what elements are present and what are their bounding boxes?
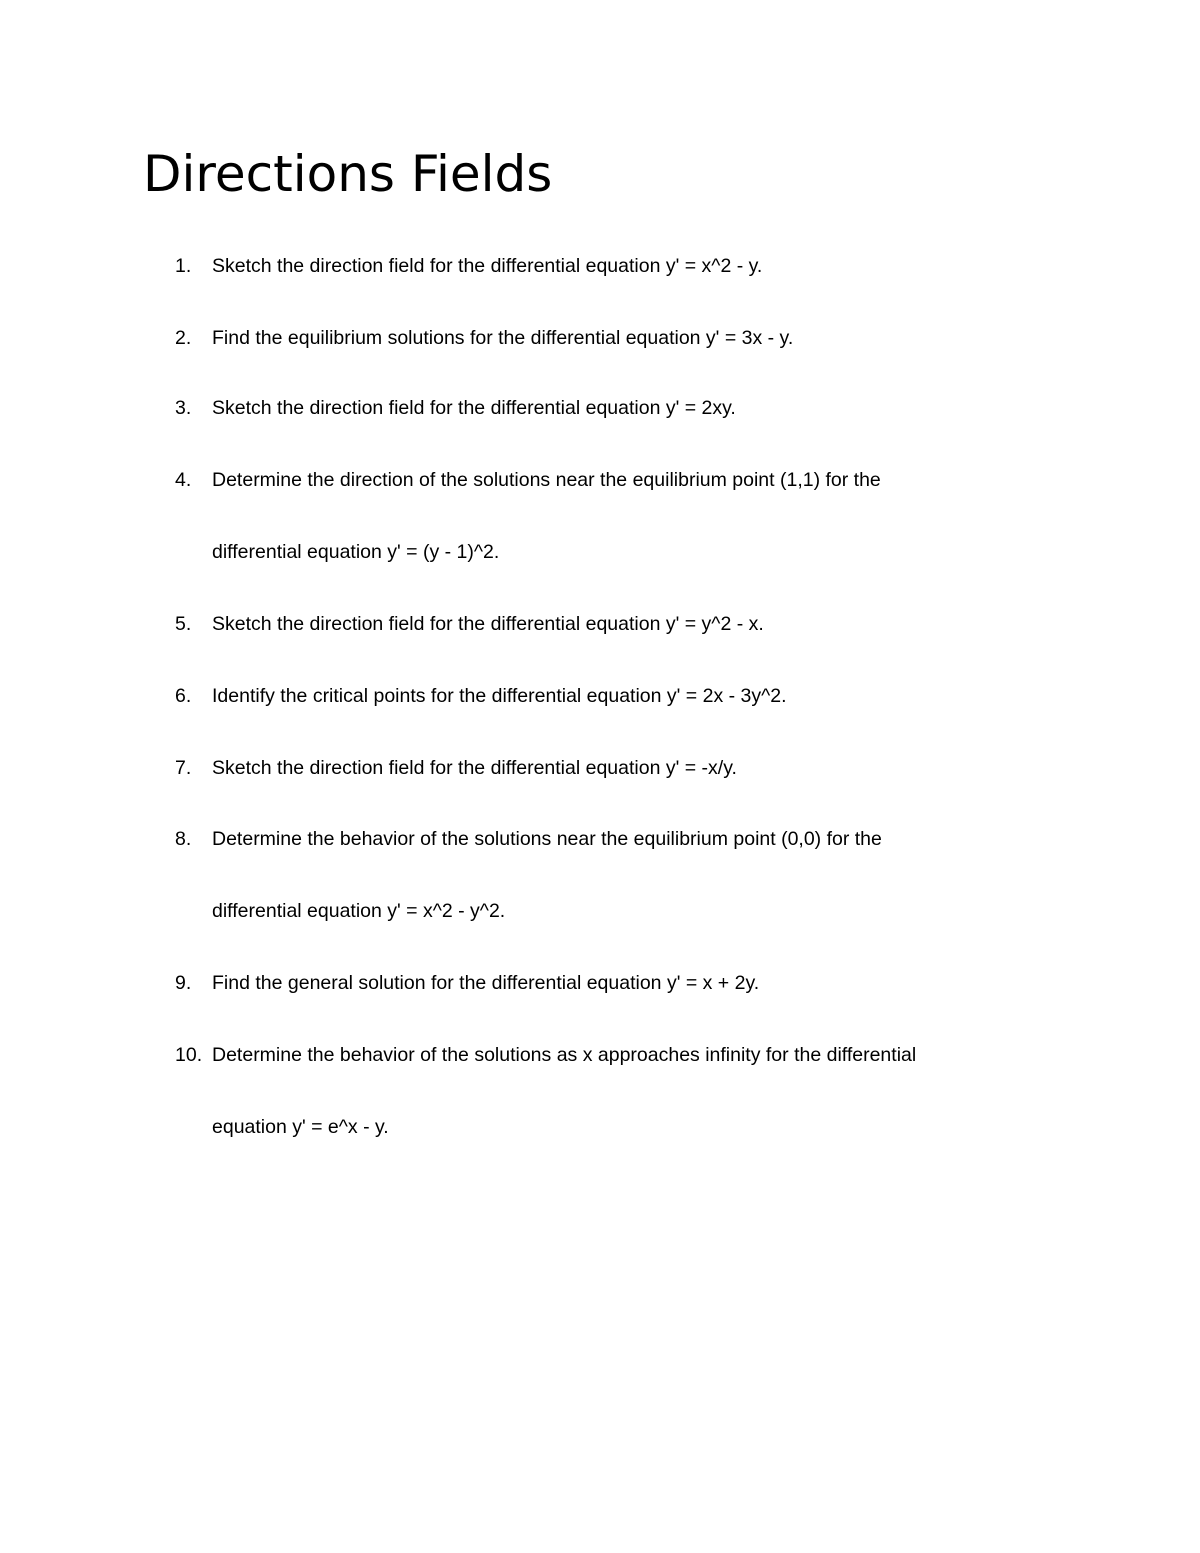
question-text-continuation: equation y' = e^x - y. [212, 1116, 389, 1138]
question-text: Determine the behavior of the solutions as x approaches infinity for the differential [212, 1044, 917, 1066]
question-number: 2. [175, 327, 192, 349]
question-text: Sketch the direction field for the differential equation y' = y^2 - x. [212, 613, 764, 635]
question-number: 9. [175, 972, 192, 994]
question-text: Find the equilibrium solutions for the differential equation y' = 3x - y. [212, 327, 794, 349]
question-number: 7. [175, 757, 192, 779]
question-text: Find the general solution for the differential equation y' = x + 2y. [212, 972, 760, 994]
question-number: 3. [175, 397, 192, 419]
document-title: Directions Fields [143, 145, 553, 203]
question-text: Determine the behavior of the solutions near the equilibrium point (0,0) for the [212, 828, 882, 850]
question-number: 8. [175, 828, 192, 850]
question-text-continuation: differential equation y' = (y - 1)^2. [212, 541, 500, 563]
question-number: 6. [175, 685, 192, 707]
question-text: Sketch the direction field for the differential equation y' = -x/y. [212, 757, 737, 779]
question-text: Identify the critical points for the differential equation y' = 2x - 3y^2. [212, 685, 787, 707]
question-text: Determine the direction of the solutions near the equilibrium point (1,1) for the [212, 469, 881, 491]
question-text-continuation: differential equation y' = x^2 - y^2. [212, 900, 506, 922]
question-number: 5. [175, 613, 192, 635]
question-number: 10. [175, 1044, 203, 1066]
question-text: Sketch the direction field for the differential equation y' = x^2 - y. [212, 255, 763, 277]
question-text: Sketch the direction field for the differential equation y' = 2xy. [212, 397, 736, 419]
question-number: 4. [175, 469, 192, 491]
question-number: 1. [175, 255, 192, 277]
